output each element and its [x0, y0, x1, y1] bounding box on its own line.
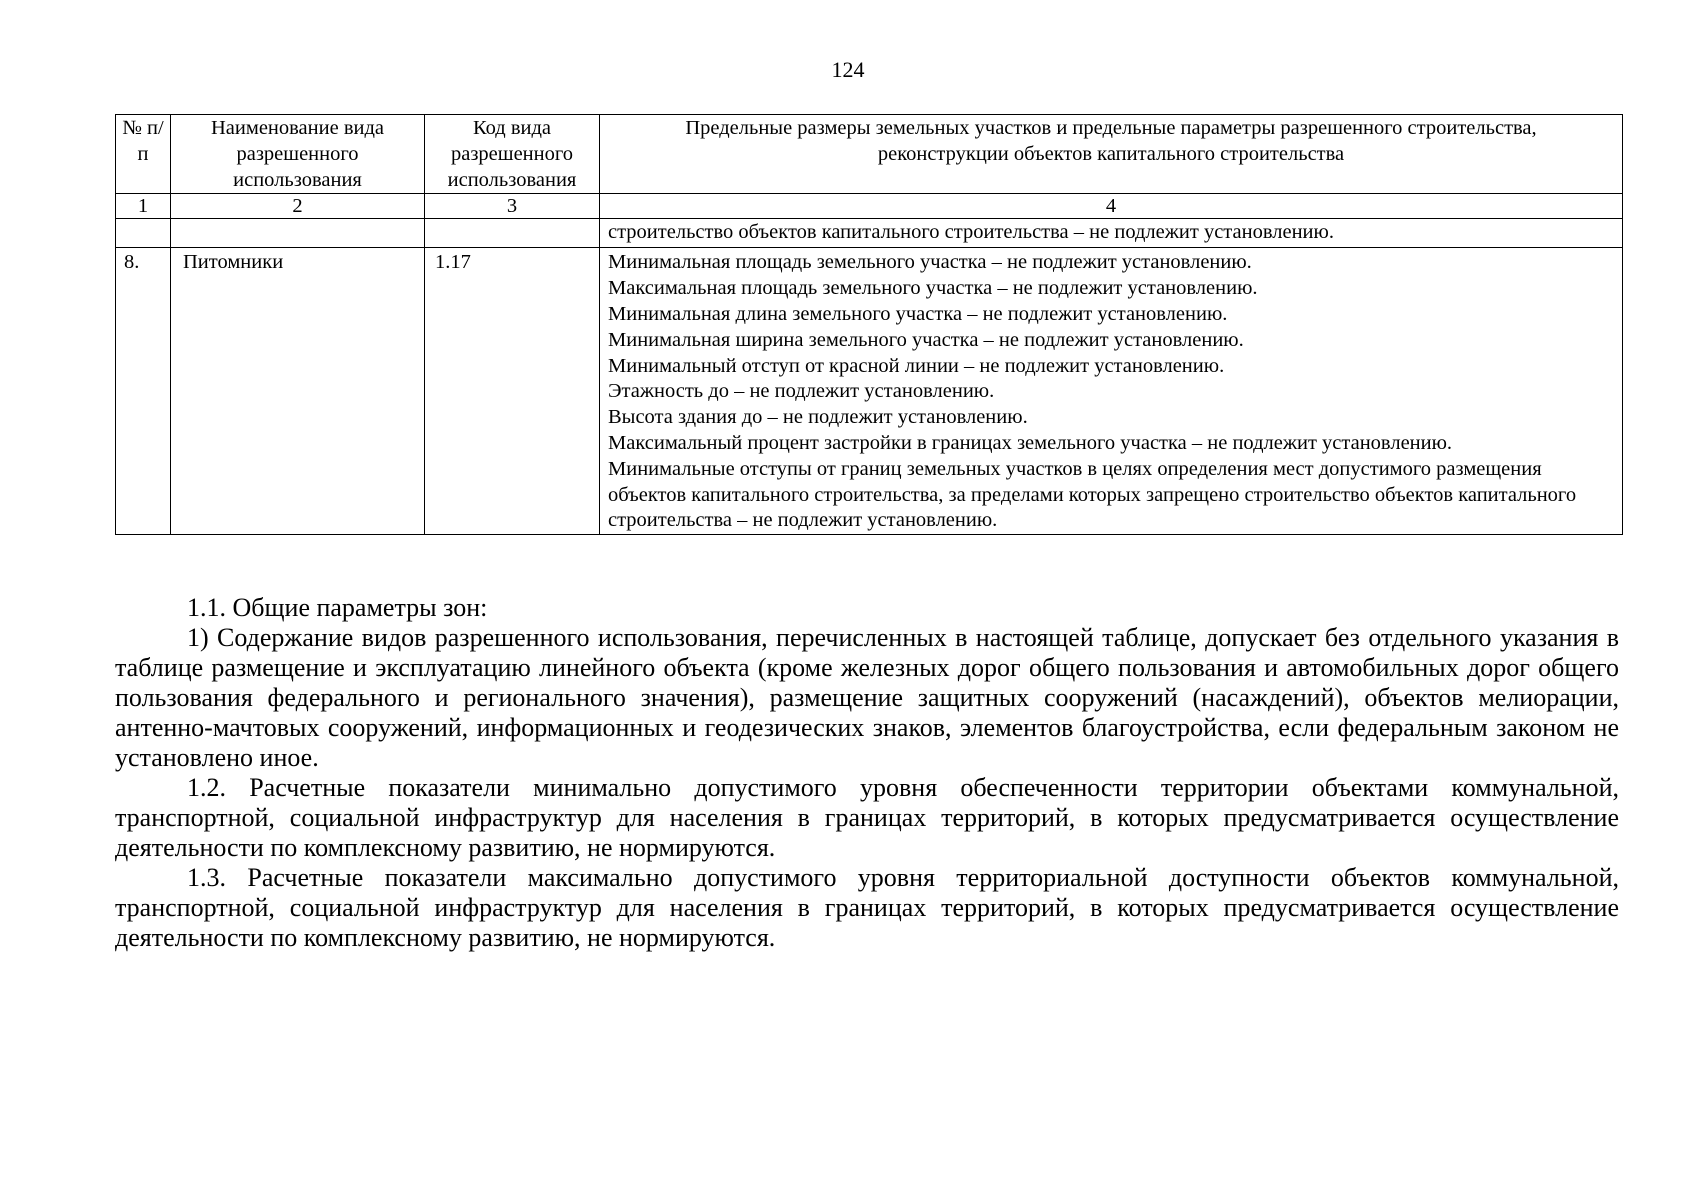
- continuation-empty-cell-3: [425, 219, 600, 248]
- header-use-name: Наименование вида разрешенного использования: [171, 115, 425, 194]
- permitted-use-table: [115, 114, 1623, 535]
- param-max-area: Максимальная площадь земельного участка – не подлежит установлению.: [608, 277, 1258, 300]
- header-limit-parameters: Предельные размеры земельных участков и предельные параметры разрешенного строительства, реконструкции объектов капитального строительства: [600, 115, 1623, 194]
- column-number-1: 1: [116, 194, 171, 219]
- continuation-empty-cell-2: [171, 219, 425, 248]
- paragraph-min-provision-indicators: 1.2. Расчетные показатели минимально допустимого уровня обеспеченности территории объектами коммунальной, транспортной, социальной инфраструктур для населения в границах территорий, в которых предусматривается осуществление деятельности по комплексному развитию, не нормируются.: [115, 773, 1619, 862]
- page-number: 124: [831, 57, 865, 82]
- table-header-row: [116, 115, 1623, 194]
- header-number: № п/п: [116, 115, 171, 194]
- param-red-line-setback: Минимальный отступ от красной линии – не подлежит установлению.: [608, 354, 1225, 377]
- document-body: [115, 593, 1619, 953]
- paragraph-max-accessibility-indicators: 1.3. Расчетные показатели максимально допустимого уровня территориальной доступности объектов коммунальной, транспортной, социальной инфраструктур для населения в границах территорий, в которых предусматривается осуществление деятельности по комплексному развитию, не нормируются.: [115, 863, 1619, 952]
- row-number: 8.: [116, 248, 171, 535]
- param-floors: Этажность до – не подлежит установлению.: [608, 380, 995, 403]
- table-row: [116, 248, 1623, 535]
- paragraph-general-zone-params: 1.1. Общие параметры зон:: [187, 593, 488, 622]
- param-min-width: Минимальная ширина земельного участка – не подлежит установлению.: [608, 328, 1244, 351]
- param-min-setbacks: Минимальные отступы от границ земельных участков в целях определения мест допустимого размещения объектов капитального строительства, за пределами которых запрещено строительство объектов капитального строительства – не подлежит установлению.: [608, 457, 1577, 532]
- row-use-name: Питомники: [171, 248, 425, 535]
- continuation-empty-cell-1: [116, 219, 171, 248]
- column-number-3: 3: [425, 194, 600, 219]
- column-number-2: 2: [171, 194, 425, 219]
- row-use-code: 1.17: [425, 248, 600, 535]
- param-building-height: Высота здания до – не подлежит установлению.: [608, 406, 1028, 429]
- row-parameters: [600, 248, 1623, 535]
- column-numbers-row: [116, 194, 1623, 219]
- continuation-row: [116, 219, 1623, 248]
- paragraph-permitted-use-content: 1) Содержание видов разрешенного использования, перечисленных в настоящей таблице, допускает без отдельного указания в таблице размещение и эксплуатацию линейного объекта (кроме железных дорог общего пользования и автомобильных дорог общего пользования федерального и регионального значения), размещение защитных сооружений (насаждений), объектов мелиорации, антенно-мачтовых сооружений, информационных и геодезических знаков, элементов благоустройства, если федеральным законом не установлено иное.: [115, 623, 1619, 772]
- header-use-code: Код вида разрешенного использования: [425, 115, 600, 194]
- continuation-text: строительство объектов капитального строительства – не подлежит установлению.: [600, 219, 1623, 248]
- param-min-length: Минимальная длина земельного участка – не подлежит установлению.: [608, 302, 1228, 325]
- column-number-4: 4: [600, 194, 1623, 219]
- param-min-area: Минимальная площадь земельного участка – не подлежит установлению.: [608, 251, 1252, 274]
- param-max-coverage: Максимальный процент застройки в границах земельного участка – не подлежит установлению.: [608, 431, 1453, 454]
